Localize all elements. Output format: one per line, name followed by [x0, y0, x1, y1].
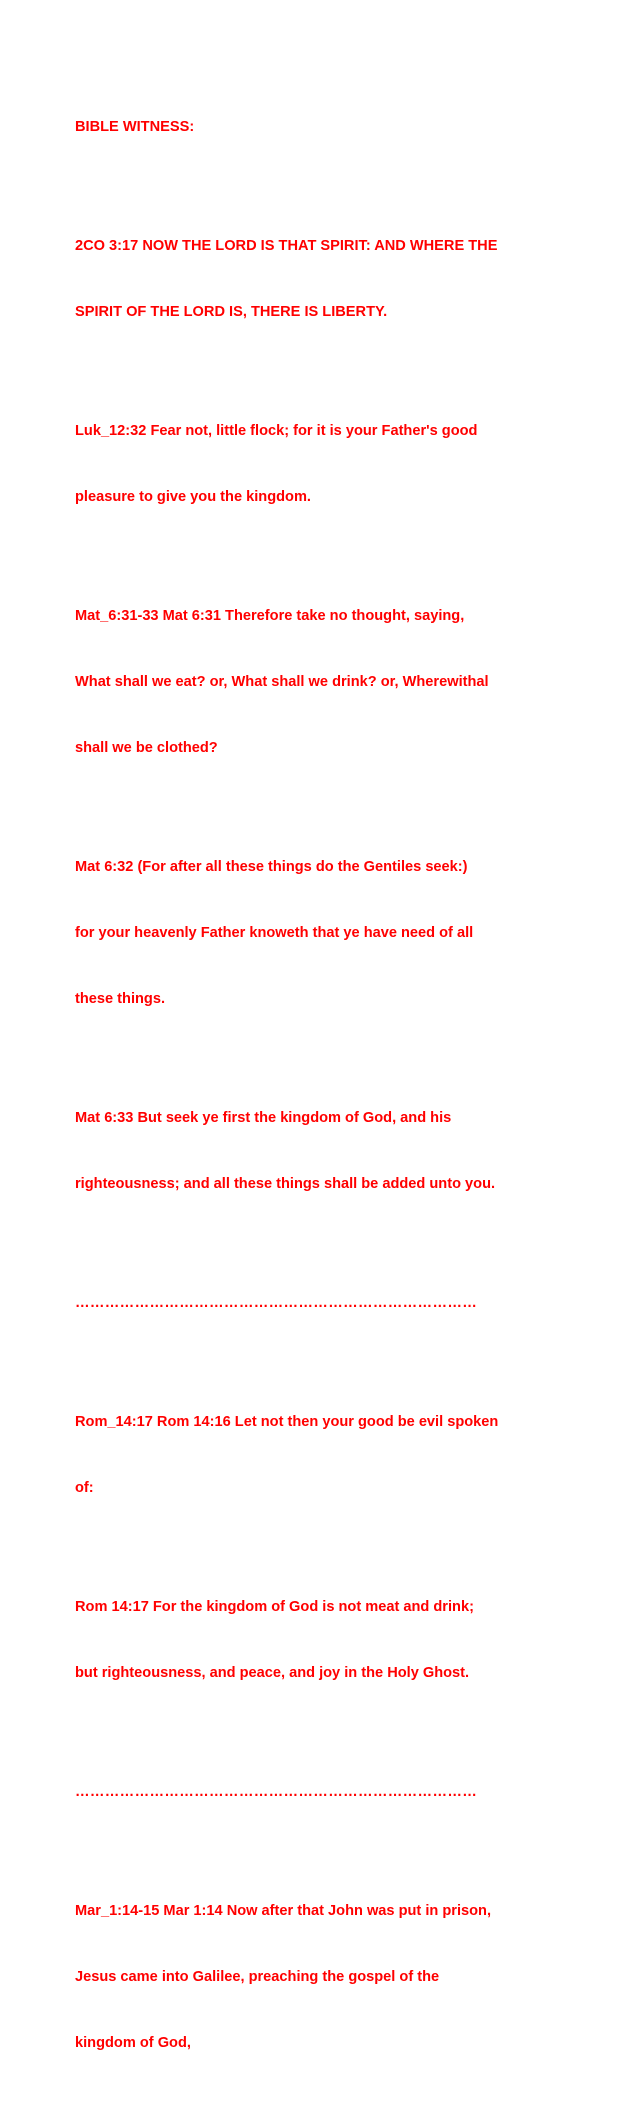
paragraph-line: Jesus came into Galilee, preaching the gospel of the — [75, 1969, 440, 1985]
paragraph-line: SPIRIT OF THE LORD IS, THERE IS LIBERTY. — [75, 304, 388, 320]
paragraph-line: Mar_1:14-15 Mar 1:14 Now after that John was put in prison, — [75, 1903, 492, 1919]
paragraph-mat-6-32 — [75, 812, 575, 1054]
heading-text: BIBLE WITNESS: — [75, 119, 195, 135]
document-page — [75, 72, 575, 2107]
paragraph-line: Mat 6:33 But seek ye first the kingdom of God, and his — [75, 1110, 452, 1126]
paragraph-line: righteousness; and all these things shall be added unto you. — [75, 1176, 496, 1192]
paragraph-line: shall we be clothed? — [75, 740, 218, 756]
paragraph-line: of: — [75, 1480, 94, 1496]
paragraph-line: kingdom of God, — [75, 2035, 191, 2051]
paragraph-line: 2CO 3:17 NOW THE LORD IS THAT SPIRIT: AND WHERE THE — [75, 238, 498, 254]
paragraph-rom-14-17 — [75, 1552, 575, 1728]
separator-line: ……………………………………………………………………… — [75, 1784, 478, 1800]
paragraph-line: these things. — [75, 991, 166, 1007]
paragraph-line: Rom 14:17 For the kingdom of God is not meat and drink; — [75, 1599, 474, 1615]
paragraph-line: for your heavenly Father knoweth that ye have need of all — [75, 925, 474, 941]
paragraph-2co-3-17 — [75, 191, 575, 367]
paragraph-line: but righteousness, and peace, and joy in the Holy Ghost. — [75, 1665, 470, 1681]
paragraph-line: Rom_14:17 Rom 14:16 Let not then your good be evil spoken — [75, 1414, 499, 1430]
paragraph-mar-1-14 — [75, 1856, 575, 2098]
paragraph-mat-6-33 — [75, 1063, 575, 1239]
paragraph-line: What shall we eat? or, What shall we drink? or, Wherewithal — [75, 674, 489, 690]
paragraph-line: pleasure to give you the kingdom. — [75, 489, 311, 505]
paragraph-mat-6-31 — [75, 561, 575, 803]
paragraph-luk-12-32 — [75, 376, 575, 552]
paragraph-line: Luk_12:32 Fear not, little flock; for it is your Father's good — [75, 423, 478, 439]
dotted-separator — [75, 1248, 575, 1358]
paragraph-rom-14-16 — [75, 1367, 575, 1543]
dotted-separator — [75, 1737, 575, 1847]
document-heading — [75, 72, 575, 182]
paragraph-line: Mat 6:32 (For after all these things do the Gentiles seek:) — [75, 859, 468, 875]
separator-line: ……………………………………………………………………… — [75, 1295, 478, 1311]
paragraph-line: Mat_6:31-33 Mat 6:31 Therefore take no thought, saying, — [75, 608, 465, 624]
